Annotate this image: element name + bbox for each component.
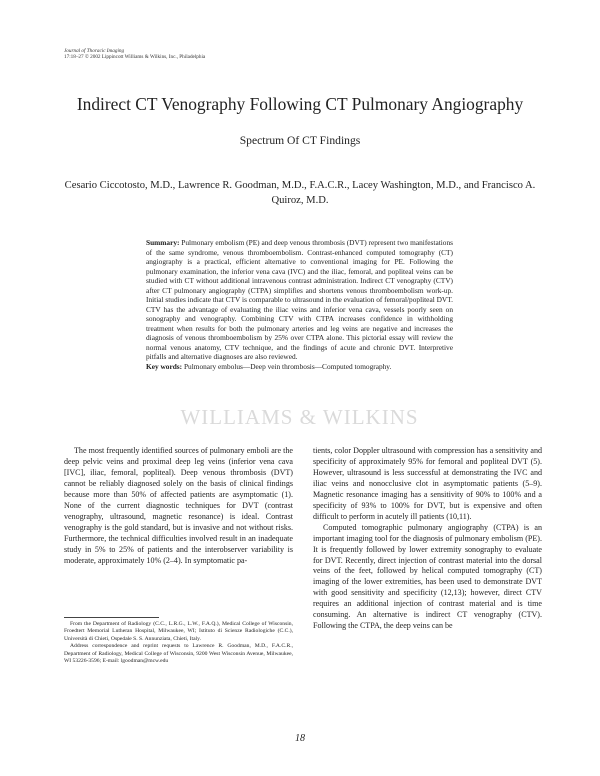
journal-name: Journal of Thoracic Imaging <box>64 48 125 54</box>
body-paragraph: The most frequently identified sources of pulmonary emboli are the deep pelvic veins and proximal deep leg veins (inferior vena cava [IVC], iliac, femoral, popliteal). Deep venous thrombosis (DVT) cannot be reliably diagnosed solely on the basis of clinical findings because more than 50% of affected patients are asymptomatic (1). None of the current diagnostic techniques for DVT (contrast venography, ultrasound, magnetic resonance) is ideal. Contrast venography is the gold standard, but is invasive and not without risks. Furthermore, the technical difficulties involved result in an inadequate study in 5% to 25% of patients and the interobserver variability is moderate, approximately 10% (2–4). In symptomatic pa- <box>64 446 293 565</box>
running-header <box>64 48 205 61</box>
correspondence-note: Address correspondence and reprint requests to Lawrence R. Goodman, M.D., F.A.C.R., Department of Radiology, Medical College of Wisconsin, 9200 West Wisconsin Avenue, Milwaukee, WI 53226-3596; E-mail: lgoodman@mcw.edu <box>64 643 293 665</box>
page-number: 18 <box>295 733 305 744</box>
footnote <box>64 621 293 665</box>
body-paragraph: Computed tomographic pulmonary angiography (CTPA) is an important imaging tool for the diagnosis of pulmonary embolism (PE). It is frequently followed by lower extremity sonography to evaluate for DVT. Recently, direct injection of contrast material into the dorsal veins of the feet, followed by helical computed tomography (CT) imaging of the lower extremities, has been used to demonstrate DVT with good sensitivity and specificity (12,13); however, direct CTV requires an additional injection of contrast material and is time consuming. An alternative is indirect CT venography (CTV). Following the CTPA, the deep veins can be <box>313 522 542 631</box>
summary-label: Summary: <box>146 238 180 247</box>
footnote-divider <box>64 617 159 618</box>
publisher-watermark: WILLIAMS & WILKINS <box>180 405 419 429</box>
summary-text: Pulmonary embolism (PE) and deep venous thrombosis (DVT) represent two manifestations of the same syndrome, venous thromboembolism. Contrast-enhanced computed tomography (CT) angiography is a practical, efficient alternative to conventional imaging for PE. Following the pulmonary examination, the inferior vena cava (IVC) and the iliac, femoral, and popliteal veins can be studied with CT without additional intravenous contrast administration. Indirect CT venography (CTV) after CT pulmonary angiography (CTPA) simplifies and shortens venous thromboembolism work-up. Initial studies indicate that CTV is comparable to ultrasound in the evaluation of femoral/popliteal DVT. CTV has the advantage of evaluating the iliac veins and inferior vena cava, vessels poorly seen on sonography and venography. Combining CTV with CTPA increases confidence in withholding treatment when results for both the pulmonary arteries and leg veins are negative and increases the diagnosis of venous thromboembolism by 25% over CTPA alone. This pictorial essay will review the normal venous anatomy, CTV technique, and the findings of acute and chronic DVT. Interpretive pitfalls and alternative diagnoses are also reviewed. <box>146 238 453 361</box>
body-column-right <box>313 446 542 632</box>
body-column-left <box>64 446 293 566</box>
abstract <box>146 238 453 371</box>
body-paragraph: tients, color Doppler ultrasound with compression has a sensitivity and specificity of approximately 95% for femoral and popliteal DVT (5). However, ultrasound is less successful at demonstrating the IVC and iliac veins and nonocclusive clot in asymptomatic patients (5–9). Magnetic resonance imaging has a sensitivity of 90% to 100% and a specificity of 93% to 100% for DVT, but is expensive and often difficult to perform in acutely ill patients (10,11). <box>313 446 542 521</box>
keywords-text: Pulmonary embolus—Deep vein thrombosis—Computed tomography. <box>183 361 392 371</box>
author-list: Cesario Ciccotosto, M.D., Lawrence R. Goodman, M.D., F.A.C.R., Lacey Washington, M.D., and Francisco A. Quiroz, M.D. <box>64 180 536 206</box>
article-subtitle: Spectrum Of CT Findings <box>239 134 361 147</box>
affiliation-note: From the Department of Radiology (C.C., L.R.G., L.W., F.A.Q.), Medical College of Wisconsin, Froedtert Memorial Lutheran Hospital, Milwaukee, WI; Istituto di Scienze Radiologiche (C.C.), Università di Chieti, Ospedale S. S. Annunziata, Chieti, Italy. <box>64 621 293 642</box>
journal-citation: 17:18–27 © 2002 Lippincott Williams & Wilkins, Inc., Philadelphia <box>64 54 206 61</box>
article-title: Indirect CT Venography Following CT Pulmonary Angiography <box>76 94 524 114</box>
keywords-label: Key words: <box>146 361 183 371</box>
